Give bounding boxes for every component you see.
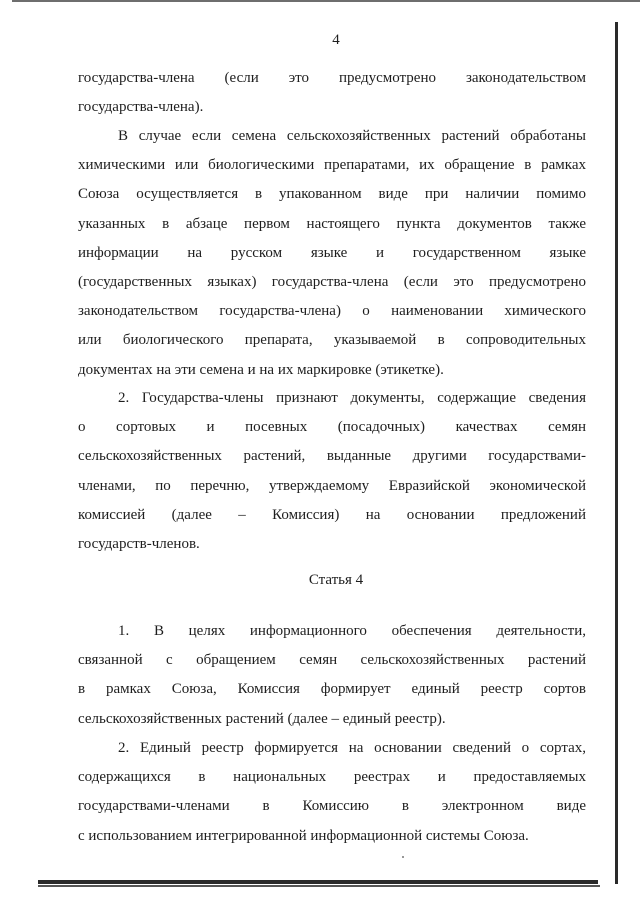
scan-edge-bottom-thick [38,880,598,884]
text-line: сельскохозяйственных растений, выданные другими государствами- [78,448,586,465]
paragraph-registry-formation [78,617,586,734]
text-line: или биологического препарата, указываемой в сопроводительных [78,332,586,349]
page-number: 4 [332,32,340,48]
text-line: химическими или биологическими препаратами, их обращение в рамках [78,157,586,174]
text-line: государств-членов. [78,536,200,553]
text-line: государства-члена (если это предусмотрено законодательством [78,70,586,86]
text-line: 2. Государства-члены признают документы, содержащие сведения [118,390,586,406]
scan-speck [402,856,404,858]
article-heading: Статья 4 [308,572,364,588]
paragraph-continuation [78,64,586,122]
text-line: Союза осуществляется в упакованном виде при наличии помимо [78,186,586,203]
text-line: членами, по перечню, утверждаемому Евразийской экономической [78,477,586,494]
text-line: о сортовых и посевных (посадочных) качествах семян [78,419,586,436]
text-line: законодательством государства-члена) о наименовании химического [78,303,586,320]
scan-edge-bottom-thin [38,885,600,887]
text-line: указанных в абзаце первом настоящего пункта документов также [78,215,586,232]
text-line: (государственных языках) государства-члена (если это предусмотрено [78,274,586,291]
text-line: с использованием интегрированной информационной системы Союза. [78,827,529,844]
text-line: государствами-членами в Комиссию в электронном виде [78,798,586,815]
paragraph-recognition [78,384,586,559]
text-line: информации на русском языке и государственном языке [78,244,586,261]
text-line: связанной с обращением семян сельскохозяйственных растений [78,652,586,669]
text-line: государства-члена). [78,99,204,116]
scan-edge-top [12,0,640,2]
text-line: В случае если семена сельскохозяйственных растений обработаны [118,128,586,144]
text-line: 2. Единый реестр формируется на основании сведений о сортах, [118,740,586,756]
text-line: комиссией (далее – Комиссия) на основании предложений [78,506,586,523]
text-line: содержащихся в национальных реестрах и предоставляемых [78,769,586,786]
scan-edge-right [615,22,618,884]
text-line: 1. В целях информационного обеспечения деятельности, [118,623,586,639]
paragraph-treated-seeds [78,122,586,385]
text-line: сельскохозяйственных растений (далее – единый реестр). [78,710,446,727]
paragraph-registry-sources [78,734,586,851]
text-line: документах на эти семена и на их маркировке (этикетке). [78,361,444,378]
text-line: в рамках Союза, Комиссия формирует единый реестр сортов [78,681,586,698]
